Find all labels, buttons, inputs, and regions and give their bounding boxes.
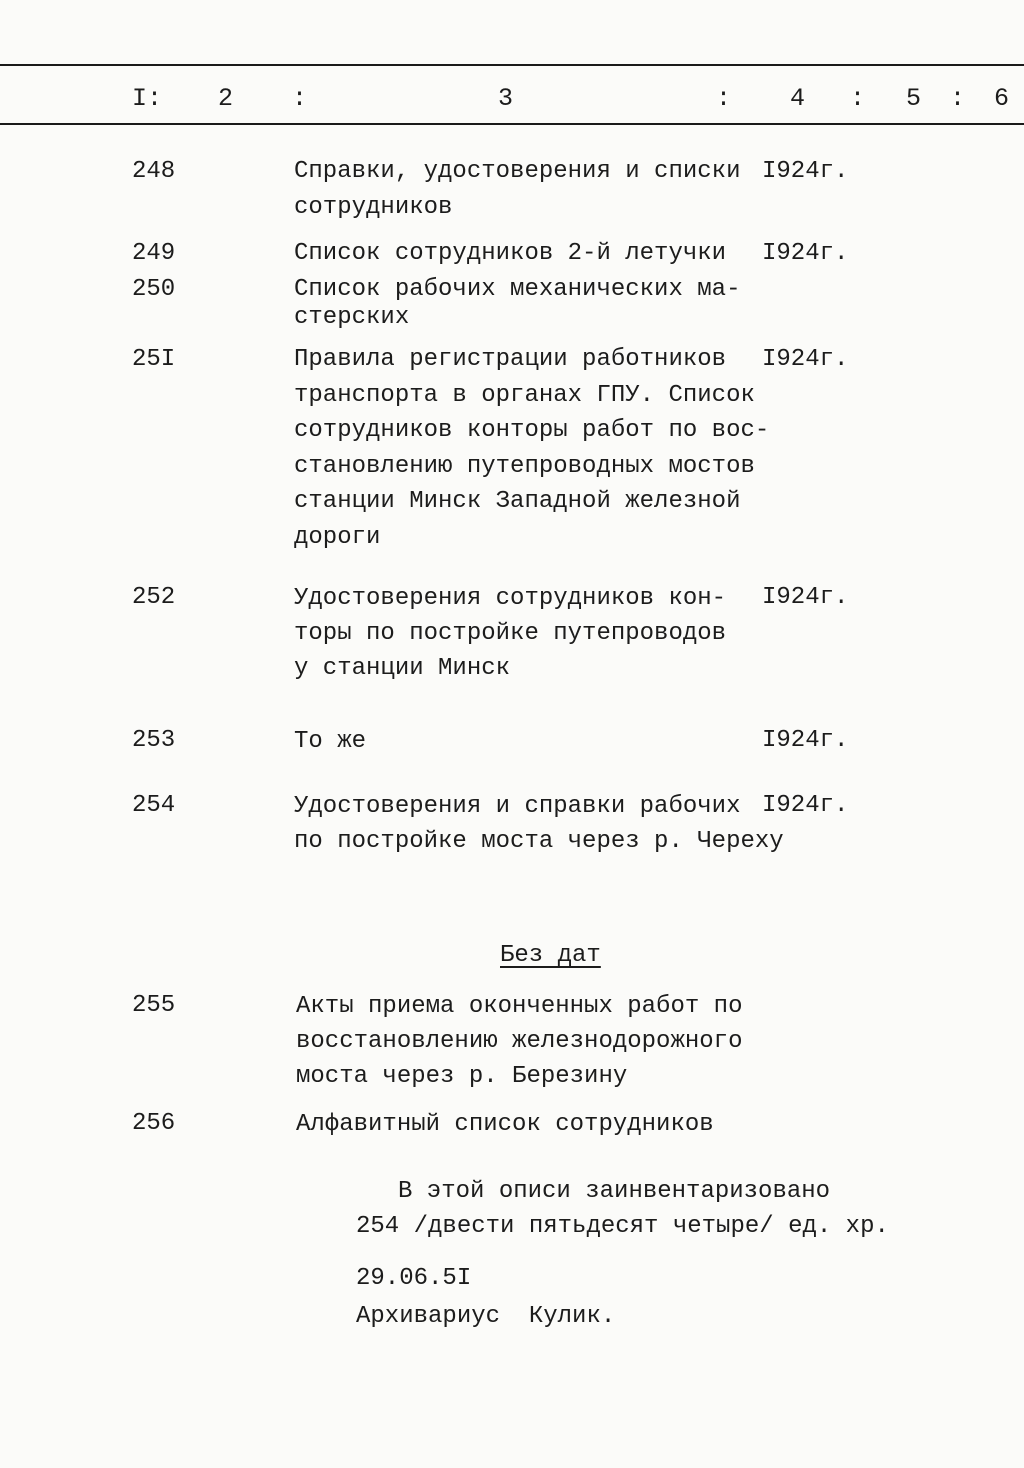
entry-number: 25I bbox=[132, 346, 176, 373]
entry-title-line: восстановлению железнодорожного bbox=[296, 1027, 743, 1055]
entry-date: I924г. bbox=[762, 727, 849, 754]
entry-title bbox=[294, 581, 726, 686]
col-sep: : bbox=[950, 84, 966, 113]
signature-line: Архивариус Кулик. bbox=[356, 1303, 616, 1330]
col-sep: : bbox=[716, 84, 732, 113]
entry-number: 252 bbox=[132, 584, 176, 611]
entry-number: 254 bbox=[132, 792, 176, 819]
col-1: I: bbox=[132, 84, 163, 113]
entry-number: 253 bbox=[132, 727, 176, 754]
entry-title-line: у станции Минск bbox=[294, 654, 511, 682]
entry-number: 255 bbox=[132, 992, 176, 1019]
entry-title bbox=[294, 342, 769, 555]
entry-date: I924г. bbox=[762, 584, 849, 611]
entry-title-line: Алфавитный список сотрудников bbox=[296, 1110, 714, 1138]
entry-title-line: торы по постройке путепроводов bbox=[294, 619, 727, 647]
entry-number: 256 bbox=[132, 1110, 176, 1137]
entry-title-line: То же bbox=[294, 727, 367, 755]
summary-line-2: 254 /двести пятьдесят четыре/ ед. хр. bbox=[356, 1213, 889, 1240]
header-bottom-rule bbox=[0, 123, 1024, 125]
entry-date: I924г. bbox=[762, 792, 849, 819]
col-5: 5 bbox=[906, 84, 922, 113]
col-sep: : bbox=[292, 84, 308, 113]
entry-number: 250 bbox=[132, 276, 176, 303]
entry-title bbox=[294, 154, 740, 226]
entry-number: 249 bbox=[132, 240, 176, 267]
col-3: 3 bbox=[498, 84, 514, 113]
entry-title bbox=[294, 276, 740, 332]
entry-title-line: Список рабочих механических ма- bbox=[294, 276, 741, 303]
document-date: 29.06.5I bbox=[356, 1265, 472, 1292]
entry-title-line: транспорта в органах ГПУ. Список bbox=[294, 381, 755, 409]
entry-date: I924г. bbox=[762, 158, 849, 185]
entry-title-line: становлению путепроводных мостов bbox=[294, 452, 755, 480]
entry-title-line: Удостоверения и справки рабочих bbox=[294, 792, 741, 820]
entry-title-line: Справки, удостоверения и списки bbox=[294, 158, 741, 185]
entry-title-line: стерских bbox=[294, 304, 410, 331]
entry-title-line: Список сотрудников 2-й летучки bbox=[294, 240, 727, 267]
col-sep: : bbox=[850, 84, 866, 113]
entry-title-line: Акты приема оконченных работ по bbox=[296, 992, 743, 1020]
entry-date: I924г. bbox=[762, 240, 849, 267]
entry-title bbox=[294, 724, 366, 759]
col-6: 6 bbox=[994, 84, 1010, 113]
entry-title-line: станции Минск Западной железной bbox=[294, 488, 741, 516]
entry-title-line: по постройке моста через р. Череху bbox=[294, 827, 784, 855]
entry-title bbox=[294, 789, 784, 859]
entry-title-line: Правила регистрации работников bbox=[294, 346, 727, 374]
entry-title-line: моста через р. Березину bbox=[296, 1062, 628, 1090]
entry-title bbox=[296, 1107, 714, 1142]
entry-title-line: сотрудников bbox=[294, 194, 453, 221]
entry-date: I924г. bbox=[762, 346, 849, 373]
entry-title-line: Удостоверения сотрудников кон- bbox=[294, 584, 727, 612]
col-4: 4 bbox=[790, 84, 806, 113]
entry-title-line: дороги bbox=[294, 523, 381, 551]
summary-line-1: В этой описи заинвентаризовано bbox=[398, 1178, 831, 1205]
section-heading: Без дат bbox=[500, 942, 601, 969]
entry-title bbox=[294, 236, 726, 272]
top-rule bbox=[0, 64, 1024, 66]
entry-title-line: сотрудников конторы работ по вос- bbox=[294, 417, 770, 445]
col-2: 2 bbox=[218, 84, 234, 113]
entry-number: 248 bbox=[132, 158, 176, 185]
entry-title bbox=[296, 989, 742, 1094]
